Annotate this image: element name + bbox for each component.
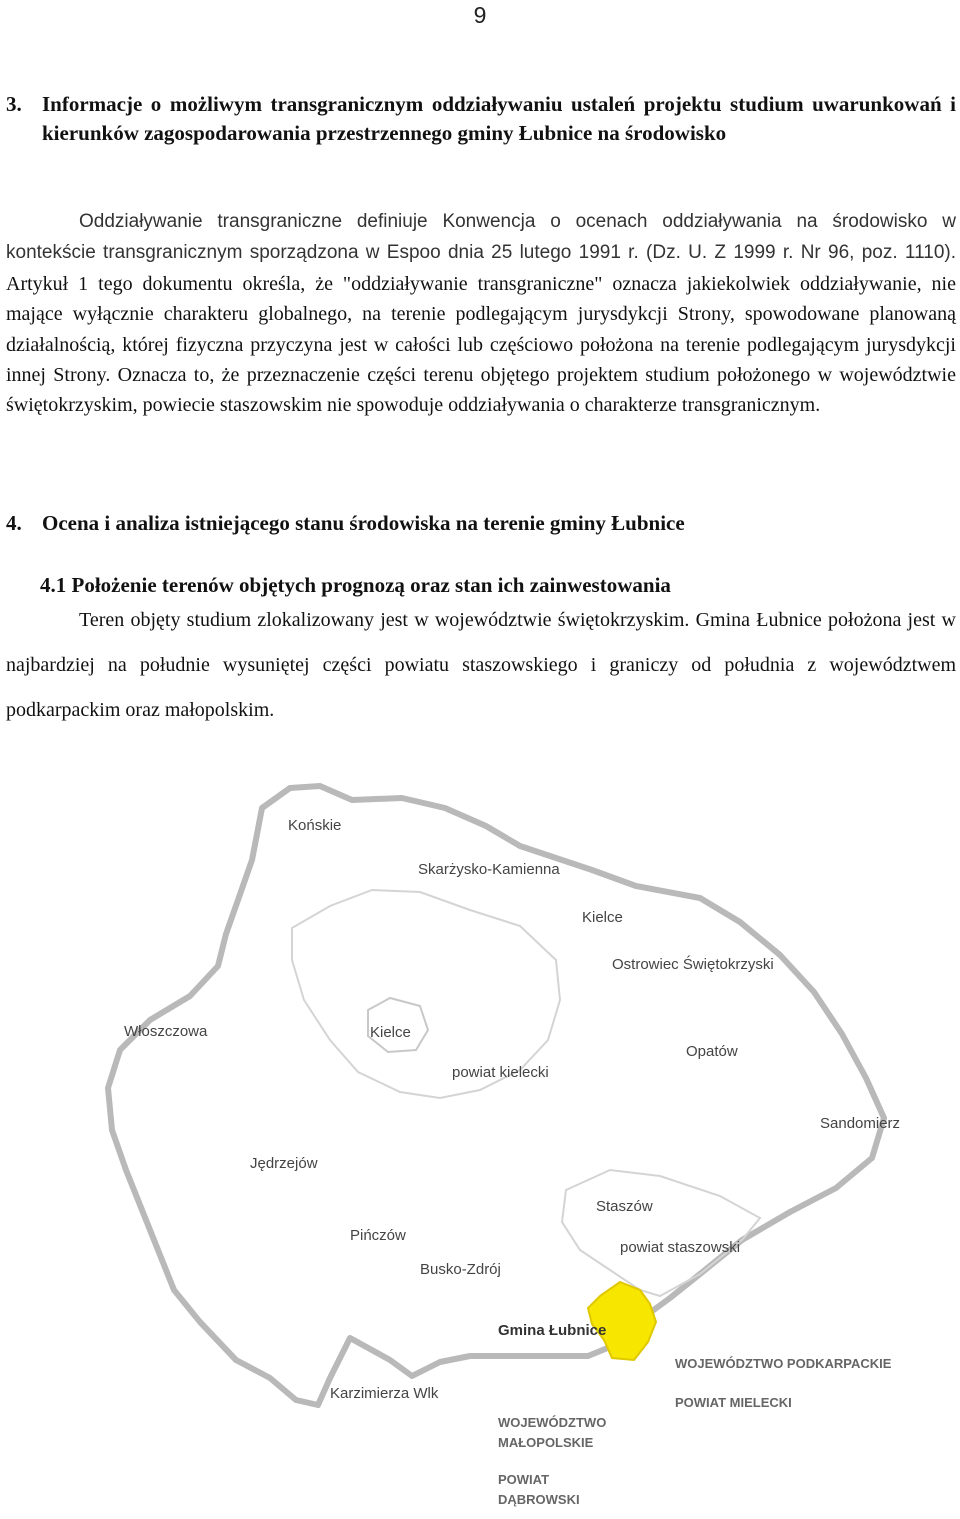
label-powiat-mielecki: POWIAT MIELECKI [675, 1395, 792, 1410]
page-number: 9 [473, 2, 487, 28]
paragraph-location [6, 598, 956, 733]
paragraph-1-part-a: Oddziaływanie transgraniczne definiuje Konwencja o ocenach oddziaływania na środowisko w kontekście transgranicznym sporządzona w Espoo dnia 25 lutego 1991 r. (Dz. U. Z 1999 r. Nr 96, poz. 1110). [6, 211, 956, 264]
label-powiat-kielecki: powiat kielecki [452, 1064, 549, 1081]
label-powiat-staszowski: powiat staszowski [620, 1239, 741, 1256]
label-gmina-lubnice: Gmina Łubnice [498, 1322, 607, 1339]
section-4-1-heading: 4.1 Położenie terenów objętych prognozą oraz stan ich zainwestowania [40, 573, 671, 597]
label-skarzysko: Skarżysko-Kamienna [418, 861, 560, 878]
gmina-lubnice-area [588, 1282, 656, 1360]
label-powiat-dabrowski-1: POWIAT [498, 1472, 550, 1487]
label-powiat-dabrowski-2: DĄBROWSKI [498, 1492, 580, 1507]
label-kielce-city: Kielce [582, 909, 623, 926]
label-woj-malopolskie-2: MAŁOPOLSKIE [498, 1435, 594, 1450]
label-ostrowiec: Ostrowiec Świętokrzyski [612, 956, 774, 973]
label-sandomierz: Sandomierz [820, 1115, 901, 1132]
paragraph-1-part-b: Artykuł 1 tego dokumentu określa, że "oddziaływanie transgraniczne" oznacza jakiekolwiek oddziaływanie, nie mające wyłącznie charakteru globalnego, na terenie podlegającym jurysdykcji Strony, spowodowane planowaną działalnością, której fizyczna przyczyna jest w całości lub częściowo położona na terenie podlegającym jurysdykcji innej Strony. Oznacza to, że przeznaczenie części terenu objętego projektem studium położonego w województwie świętokrzyskim, powiecie staszowskim nie spowoduje oddziaływania o charakterze transgranicznym. [6, 272, 956, 417]
voivodeship-outline [108, 786, 884, 1405]
label-pinczow: Pińczów [350, 1227, 406, 1244]
label-woj-podkarpackie: WOJEWÓDZTWO PODKARPACKIE [675, 1356, 892, 1371]
label-busko: Busko-Zdrój [420, 1261, 501, 1278]
section-4-heading [6, 508, 956, 538]
powiat-staszowski-border [562, 1170, 760, 1296]
section-4-title: Ocena i analiza istniejącego stanu środowiska na terenie gminy Łubnice [42, 511, 685, 535]
label-wloszczowa: Włoszczowa [124, 1023, 208, 1040]
section-3-number: 3. [6, 92, 22, 116]
label-opatow: Opatów [686, 1043, 738, 1060]
section-3-heading [6, 90, 956, 148]
label-jedrzejow: Jędrzejów [250, 1155, 318, 1172]
label-woj-malopolskie-1: WOJEWÓDZTWO [498, 1415, 607, 1430]
section-3-title: Informacje o możliwym transgranicznym oddziaływaniu ustaleń projektu studium uwarunkowań i kierunków zagospodarowania przestrzennego gminy Łubnice na środowisko [42, 92, 956, 145]
label-kazimierza: Karzimierza Wlk [330, 1385, 439, 1402]
paragraph-2-text: Teren objęty studium zlokalizowany jest w województwie świętokrzyskim. Gmina Łubnice położona jest w najbardziej na południe wysuniętej części powiatu staszowskiego i graniczy od południa z województwem podkarpackim oraz małopolskim. [6, 609, 956, 721]
label-kielce-powiat: Kielce [370, 1024, 411, 1041]
section-4-number: 4. [6, 511, 22, 535]
paragraph-transboundary [6, 206, 956, 421]
label-konskie: Końskie [288, 817, 342, 834]
voivodeship-map [0, 730, 960, 1519]
label-staszow: Staszów [596, 1198, 653, 1215]
